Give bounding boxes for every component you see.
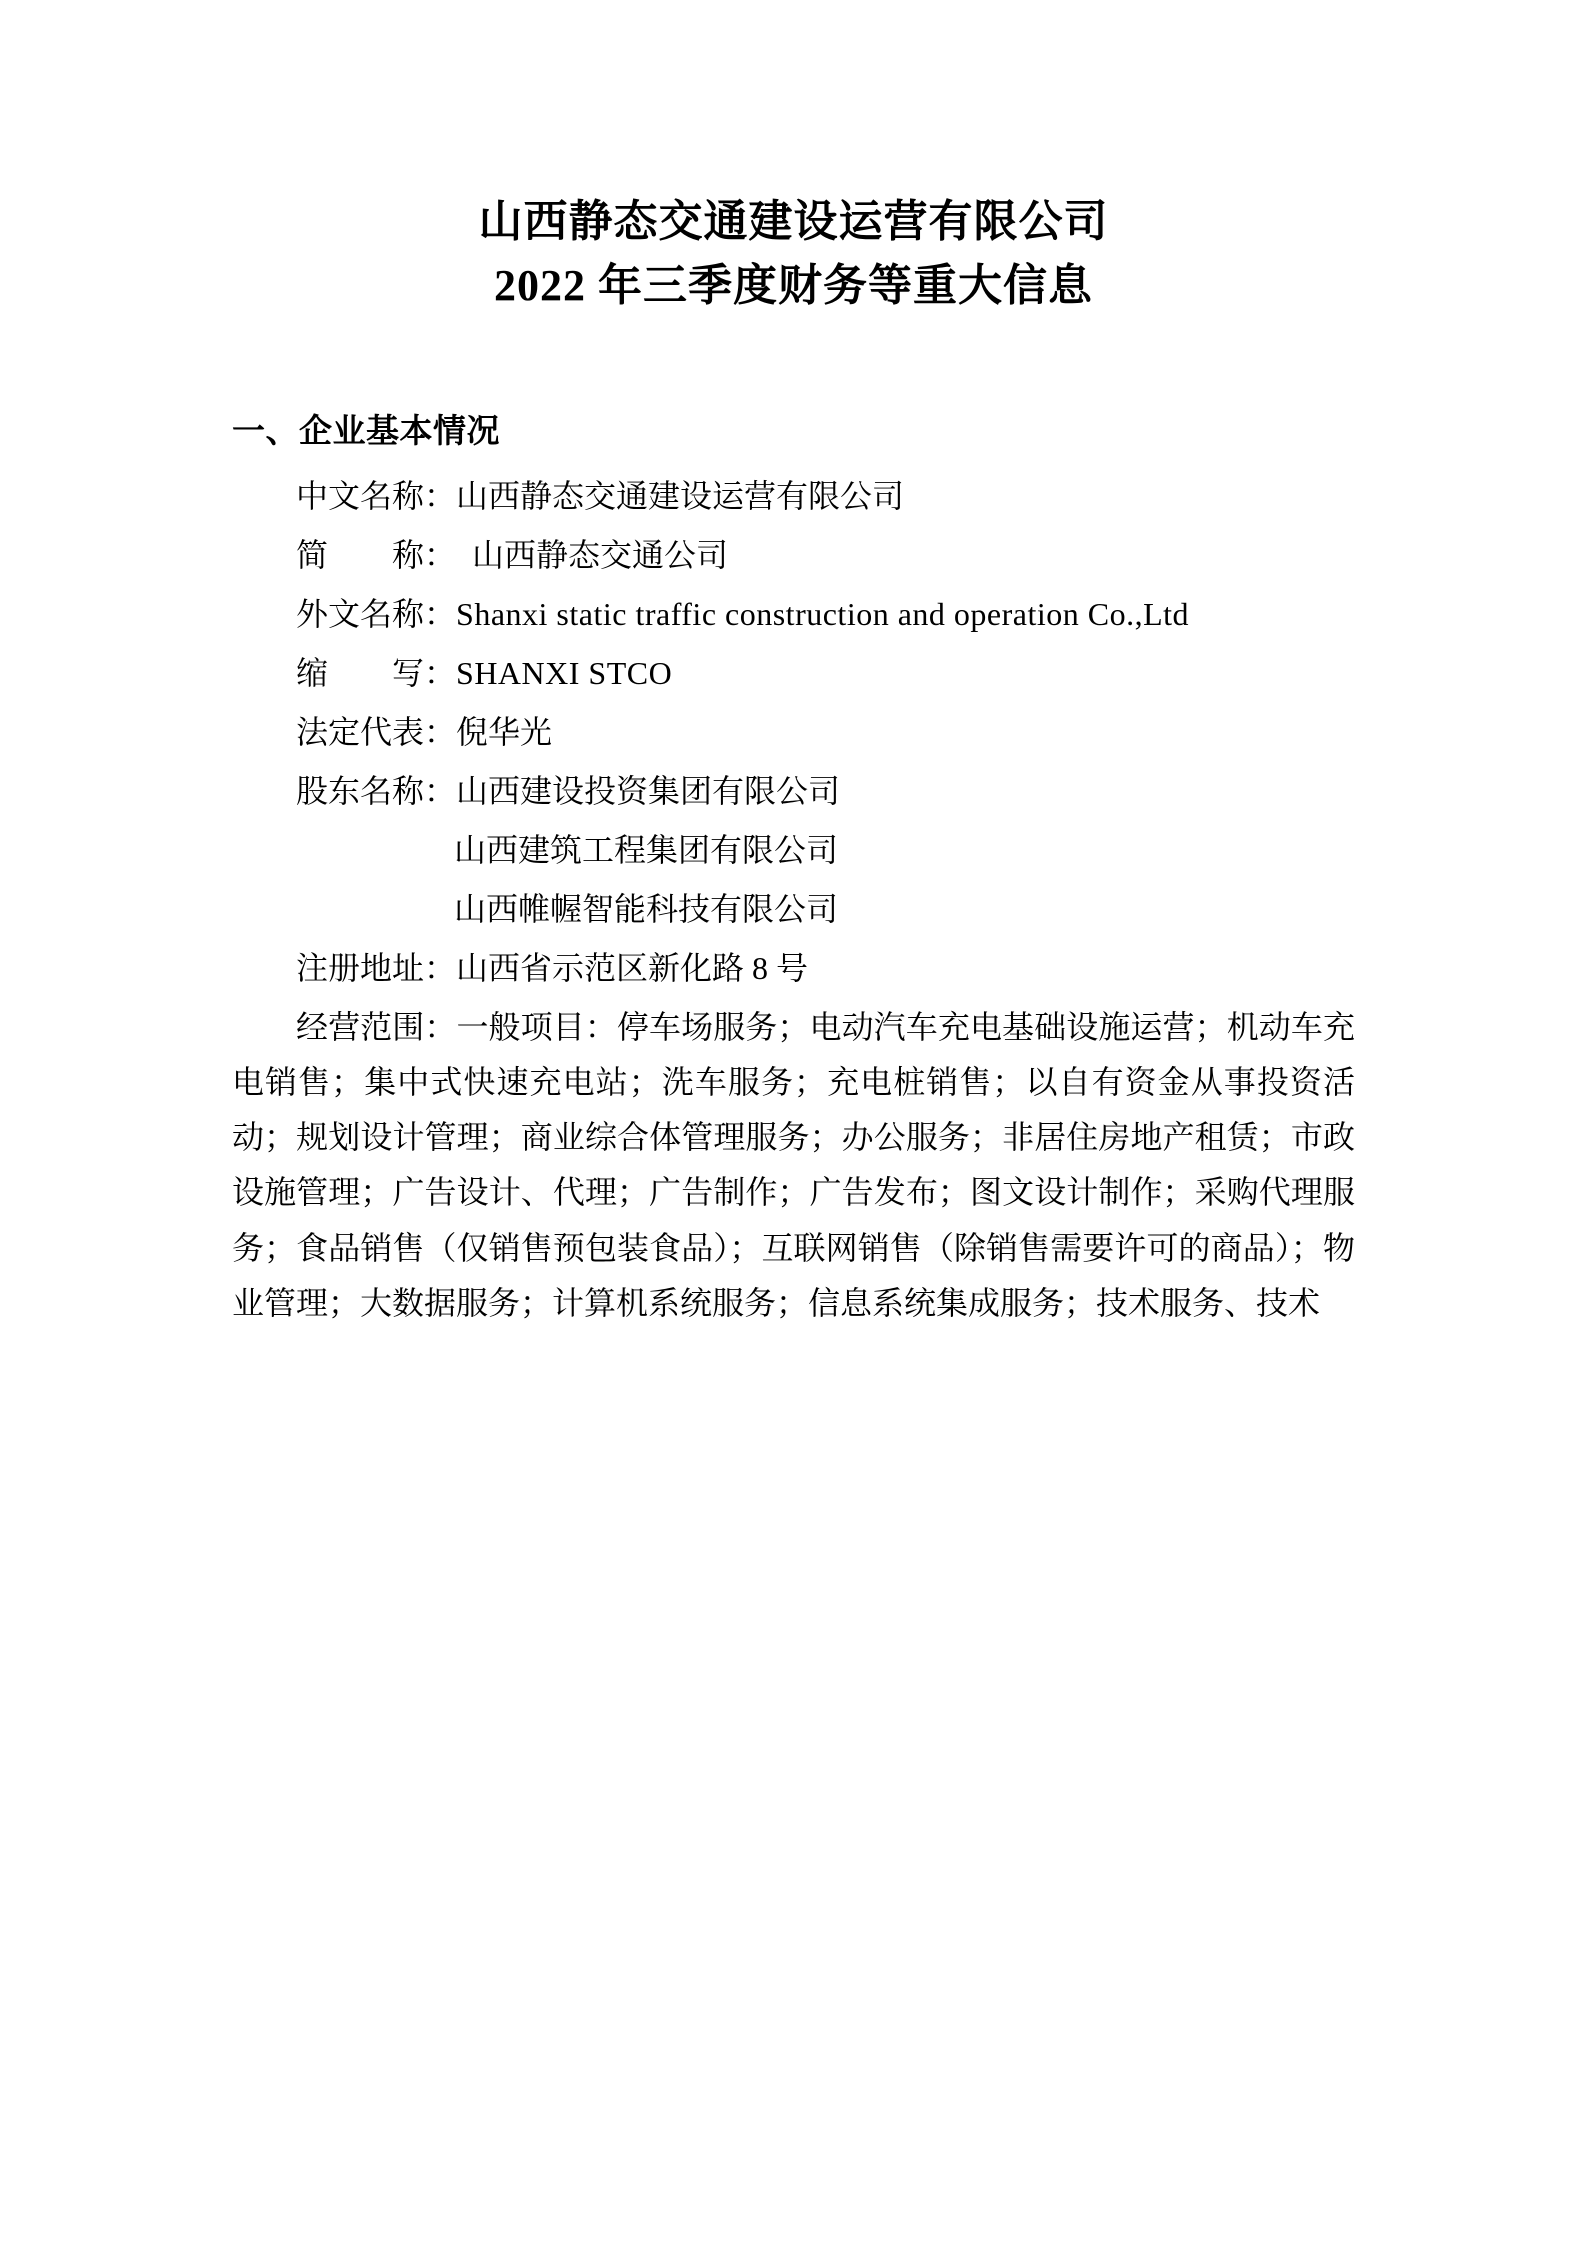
field-value-foreign-name: Shanxi static traffic construction and operation Co.,Ltd: [456, 596, 1190, 633]
field-abbreviation: [232, 646, 1355, 701]
field-registered-address: [232, 941, 1355, 996]
field-value-shareholder-1: 山西建设投资集团有限公司: [456, 773, 841, 810]
field-value-legal-representative: 倪华光: [456, 714, 553, 751]
field-foreign-name: [232, 587, 1355, 642]
field-value-short-name: 山西静态交通公司: [440, 537, 729, 574]
field-chinese-name: [232, 469, 1355, 524]
section-body-company-overview: [232, 469, 1355, 1330]
field-label-business-scope: 经营范围：: [296, 1009, 457, 1046]
field-label-shareholders: 股东名称：: [296, 773, 457, 810]
field-label-foreign-name: 外文名称：: [296, 596, 457, 633]
page-title-line-2: 2022 年三季度财务等重大信息: [494, 260, 1093, 310]
field-label-chinese-name: 中文名称：: [296, 478, 457, 515]
field-legal-representative: [232, 705, 1355, 760]
field-value-registered-address: 山西省示范区新化路 8 号: [456, 950, 809, 987]
field-shareholder-2: 山西建筑工程集团有限公司: [454, 832, 839, 869]
section-heading-company-overview: 一、企业基本情况: [232, 410, 500, 450]
field-shareholder-primary: [232, 764, 1355, 819]
field-shareholder-3: 山西帷幄智能科技有限公司: [454, 891, 839, 928]
field-short-name: [232, 528, 1355, 583]
field-label-legal-representative: 法定代表：: [296, 714, 457, 751]
page-title-line-1: 山西静态交通建设运营有限公司: [478, 197, 1109, 246]
field-value-abbreviation: SHANXI STCO: [456, 655, 673, 692]
page-title: [232, 190, 1355, 318]
field-business-scope: [232, 1000, 1355, 1330]
field-label-abbreviation: 缩 写：: [296, 655, 457, 692]
field-label-registered-address: 注册地址：: [296, 950, 457, 987]
field-label-short-name: 简 称：: [296, 537, 441, 574]
field-value-business-scope: 一般项目：停车场服务；电动汽车充电基础设施运营；机动车充电销售；集中式快速充电站；洗车服务；充电桩销售；以自有资金从事投资活动；规划设计管理；商业综合体管理服务；办公服务；非居住房地产租赁；市政设施管理；广告设计、代理；广告制作；广告发布；图文设计制作；采购代理服务；食品销售（仅销售预包装食品）；互联网销售（除销售需要许可的商品）；物业管理；大数据服务；计算机系统服务；信息系统集成服务；技术服务、技术: [232, 1009, 1355, 1321]
field-value-chinese-name: 山西静态交通建设运营有限公司: [456, 478, 905, 515]
